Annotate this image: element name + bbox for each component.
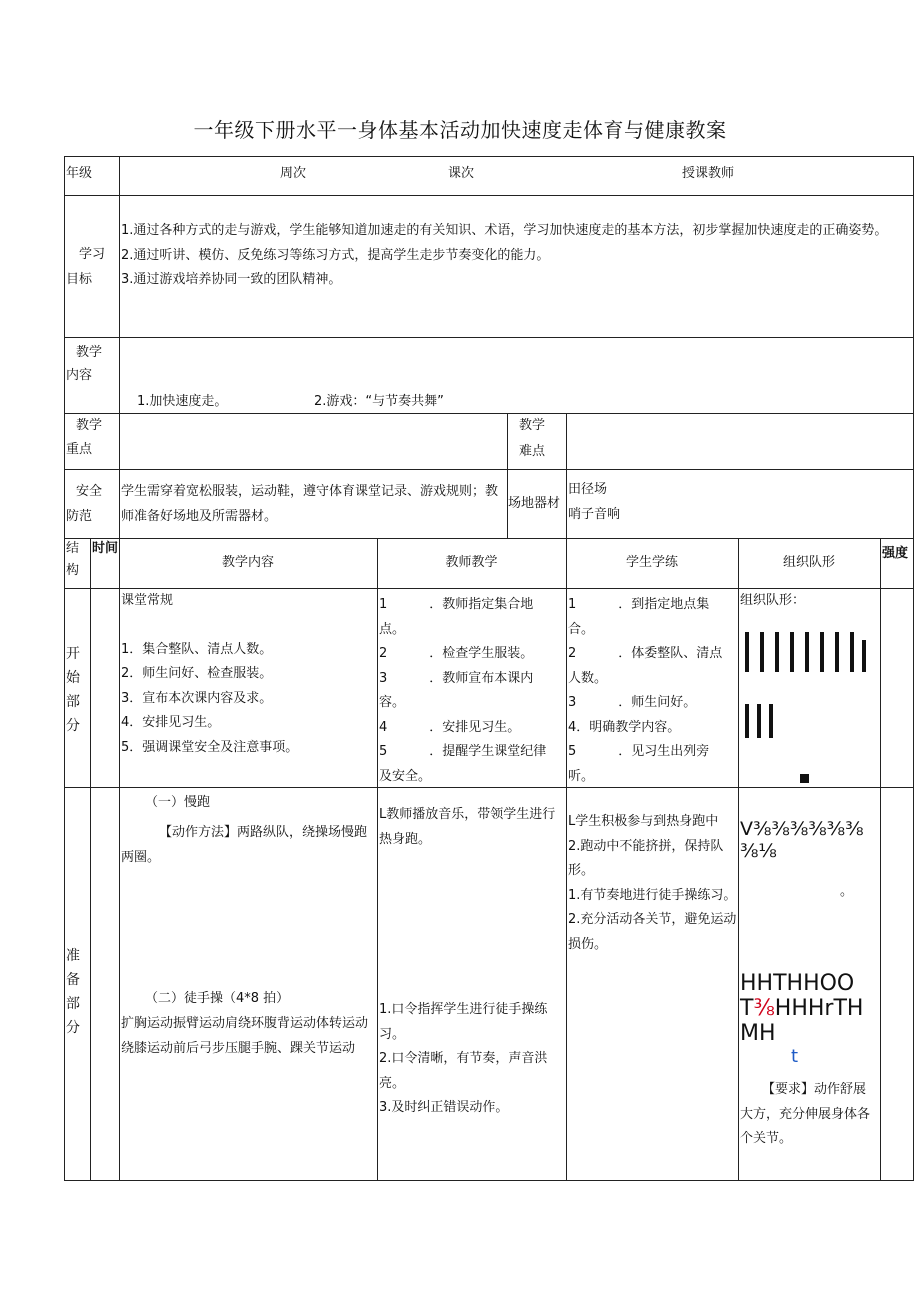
formation-symbols-1: V⅜⅜⅜⅜⅜⅜ ⅜⅛: [740, 818, 864, 862]
formation-bar: [850, 632, 854, 672]
content-label-1: 教学: [76, 345, 103, 360]
list-item: 1.口令指挥学生进行徒手操练习。: [379, 1002, 548, 1042]
start-formation-label: 组织队形：: [740, 593, 806, 608]
formation-bar: [790, 632, 794, 672]
formation-bar: [745, 704, 749, 738]
list-item: 3.及时纠正错误动作。: [379, 1100, 509, 1115]
objective-item: 2.通过听讲、模仿、反免练习等练习方式，提高学生走步节奏变化的能力。: [121, 247, 550, 263]
prep-section-label: 准 备 部 分: [66, 948, 80, 1036]
venue-line-2: 哨子音响: [568, 507, 621, 522]
list-item: 5．强调课堂安全及注意事项。: [121, 739, 299, 755]
objective-item: 3.通过游戏培养协同一致的团队精神。: [121, 272, 342, 287]
list-item: 1.有节奏地进行徒手操练习。: [568, 887, 737, 903]
formation-bar: [820, 632, 824, 672]
time-header: 时间: [92, 541, 119, 556]
prep-teacher-list: [377, 998, 566, 1121]
list-item: 2.口令清晰，有节奏，声音洪亮。: [379, 1051, 548, 1091]
list-item: 2．师生问好、检查服装。: [121, 666, 273, 681]
formation-bar: [862, 640, 866, 672]
objective-item: 1.通过各种方式的走与游戏，学生能够知道加速走的有关知识、术语，学习加快速度走的基本方法，初步掌握加快速度走的正确姿势。: [121, 223, 888, 238]
content-label-2: 内容: [66, 368, 93, 383]
formation-bar: [745, 632, 749, 672]
structure-header: 结构: [66, 541, 80, 578]
teacher-header: 教师教学: [445, 555, 498, 570]
difficulty-label-1: 教学: [519, 418, 546, 433]
formation-bar: [805, 632, 809, 672]
formation-bar: [757, 704, 761, 738]
start-student: 1 ．到指定地点集 合。 2 ．体委整队、清点 人数。 3 ．师生问好。 4．明确教学内容。 5 ．见习生出列旁 听。: [568, 597, 723, 784]
page-title: 一年级下册水平一身体基本活动加快速度走体育与健康教案: [193, 118, 727, 142]
prep-requirement: 【要求】动作舒展大方，充分伸展身体各个关节。: [740, 1082, 871, 1146]
difficulty-label-2: 难点: [519, 444, 546, 459]
safety-label-2: 防范: [66, 509, 93, 524]
venue-line-1: 田径场: [568, 482, 608, 497]
start-content: 课堂常规 1．集合整队、清点人数。 2．师生问好、检查服装。 3．宣布本次课内容及求。 4．安排见习生。 5．强调课堂安全及注意事项。: [119, 589, 377, 760]
formation-bar: [775, 632, 779, 672]
start-teacher: 1 ．教师指定集合地 点。 2 ．检查学生服装。 3 ．教师宣布本课内 容。 4 ．安排见习生。 5 ．提醒学生课堂纪律 及安全。: [379, 597, 547, 784]
start-section-label: 开 始 部 分: [66, 646, 80, 734]
key-label-1: 教学: [76, 418, 103, 433]
objectives-list: [119, 219, 909, 293]
grade-label: 年级: [66, 166, 93, 181]
formation-bar: [769, 704, 773, 738]
teacher-marker: [800, 774, 809, 783]
list-item: 2.跑动中不能挤拼，保持队形。: [568, 838, 724, 878]
list-item: 4．安排见习生。: [121, 715, 221, 730]
calisthenics-text: 扩胸运动振臂运动肩绕环腹背运动体转运动绕膝运动前后弓步压腿手腕、踝关节运动: [121, 1016, 369, 1056]
objectives-label-2: 目标: [66, 272, 93, 287]
list-item: L学生积极参与到热身跑中: [568, 814, 719, 829]
key-label-2: 重点: [66, 442, 93, 457]
safety-label-1: 安全: [76, 484, 103, 499]
formation-t-marker: t: [791, 1046, 799, 1067]
venue-label: 场地器材: [508, 496, 561, 511]
content-item-2: 2.游戏：“与节奏共舞”: [314, 394, 444, 409]
jog-method: 【动作方法】两路纵队，绕操场慢跑两圈。: [121, 825, 368, 865]
content-header: 教学内容: [221, 555, 274, 570]
intensity-header: 强度: [882, 546, 909, 561]
formation-dot: 。: [840, 884, 854, 899]
calisthenics-title: （二）徒手操（4*8 拍）: [145, 991, 290, 1006]
student-header: 学生学练: [625, 555, 678, 570]
prep-student-list: [566, 810, 740, 957]
list-item: 3．宣布本次课内容及求。: [121, 690, 273, 706]
lesson-label: 课次: [448, 166, 475, 181]
objectives-label: 学习: [78, 247, 105, 262]
jog-title: （一）慢跑: [145, 795, 211, 810]
list-item: 1．集合整队、清点人数。: [121, 641, 273, 657]
teacher-label: 授课教师: [682, 166, 735, 181]
list-item: 2.充分活动各关节，避免运动损伤。: [568, 912, 737, 952]
week-label: 周次: [280, 166, 307, 181]
safety-text: 学生需穿着宽松服装，运动鞋，遵守体育课堂记录、游戏规则；教师准备好场地及所需器材。: [121, 484, 499, 524]
formation-header: 组织队形: [782, 555, 835, 570]
formation-bar: [835, 632, 839, 672]
formation-symbols-2: HHTHHOO T⅜HHHrTH MH: [740, 971, 864, 1046]
prep-teacher-warmup: L教师播放音乐，带领学生进行热身跑。: [379, 807, 556, 847]
content-item-1: 1.加快速度走。: [137, 394, 228, 409]
formation-bar: [760, 632, 764, 672]
